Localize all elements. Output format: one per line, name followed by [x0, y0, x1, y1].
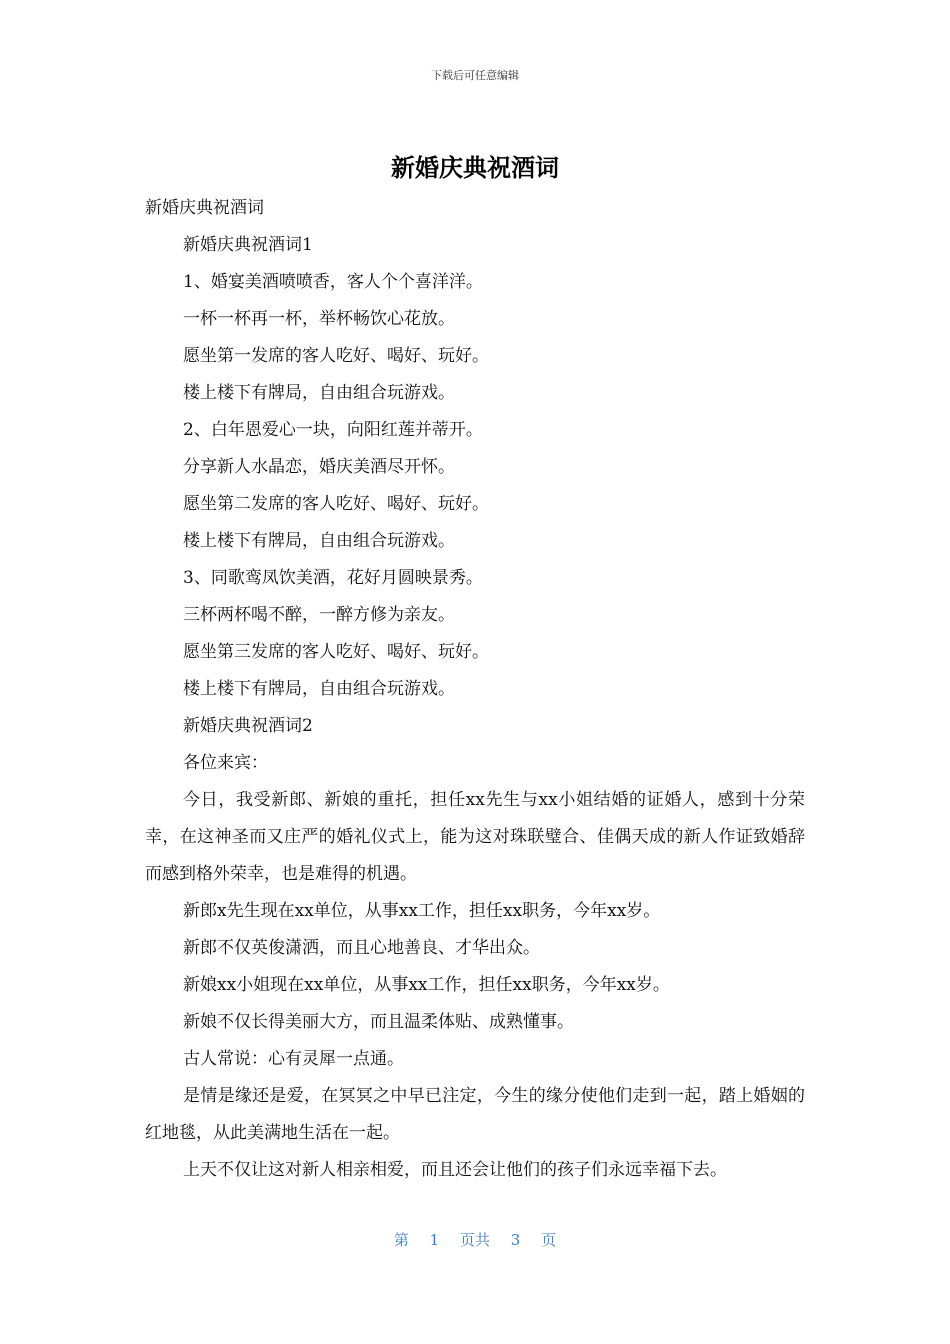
paragraph: 2、白年恩爱心一块，向阳红莲并蒂开。: [183, 420, 483, 440]
paragraph: 今日，我受新郎、新娘的重托，担任xx先生与xx小姐结婚的证婚人，感到十分荣幸，在这神圣而又庄严的婚礼仪式上，能为这对珠联璧合、佳偶天成的新人作证致婚辞而感到格外荣幸，也是难得的机遇。: [145, 790, 805, 884]
document-title: 新婚庆典祝酒词: [391, 154, 559, 182]
paragraph: 1、婚宴美酒喷喷香，客人个个喜洋洋。: [183, 272, 483, 292]
paragraph: 愿坐第三发席的客人吃好、喝好、玩好。: [183, 642, 489, 662]
footer-middle: 页共: [459, 1231, 490, 1249]
paragraph: 3、同歌鸾凤饮美酒，花好月圆映景秀。: [183, 568, 483, 588]
paragraph: 楼上楼下有牌局，自由组合玩游戏。: [183, 531, 455, 551]
paragraph: 古人常说：心有灵犀一点通。: [183, 1049, 404, 1069]
paragraph: 分享新人水晶恋，婚庆美酒尽开怀。: [183, 457, 455, 477]
paragraph-salutation: 各位来宾：: [183, 753, 268, 773]
paragraph: 上天不仅让这对新人相亲相爱，而且还会让他们的孩子们永远幸福下去。: [183, 1160, 727, 1180]
header-note: 下载后可任意编辑: [431, 69, 519, 82]
paragraph-section-heading-2: 新婚庆典祝酒词2: [183, 716, 313, 736]
paragraph: 愿坐第二发席的客人吃好、喝好、玩好。: [183, 494, 489, 514]
paragraph: 新郎不仅英俊潇洒，而且心地善良、才华出众。: [183, 938, 540, 958]
footer-suffix: 页: [541, 1231, 557, 1249]
page-footer: [0, 1229, 950, 1250]
paragraph: 楼上楼下有牌局，自由组合玩游戏。: [183, 383, 455, 403]
paragraph: 愿坐第一发席的客人吃好、喝好、玩好。: [183, 346, 489, 366]
paragraph: 新娘不仅长得美丽大方，而且温柔体贴、成熟懂事。: [183, 1012, 574, 1032]
paragraph-subtitle: 新婚庆典祝酒词: [145, 198, 264, 218]
paragraph: 一杯一杯再一杯，举杯畅饮心花放。: [183, 309, 455, 329]
paragraph: 新娘xx小姐现在xx单位，从事xx工作，担任xx职务，今年xx岁。: [183, 975, 670, 995]
document-body: [145, 190, 805, 1189]
paragraph-section-heading-1: 新婚庆典祝酒词1: [183, 235, 313, 255]
footer-total-pages: 3: [510, 1231, 521, 1249]
paragraph: 三杯两杯喝不醉，一醉方修为亲友。: [183, 605, 455, 625]
footer-current-page: 1: [429, 1231, 440, 1249]
paragraph: 新郎x先生现在xx单位，从事xx工作，担任xx职务，今年xx岁。: [183, 901, 661, 921]
footer-prefix: 第: [393, 1231, 409, 1249]
paragraph: 是情是缘还是爱，在冥冥之中早已注定，今生的缘分使他们走到一起，踏上婚姻的红地毯，从此美满地生活在一起。: [145, 1086, 805, 1143]
paragraph: 楼上楼下有牌局，自由组合玩游戏。: [183, 679, 455, 699]
